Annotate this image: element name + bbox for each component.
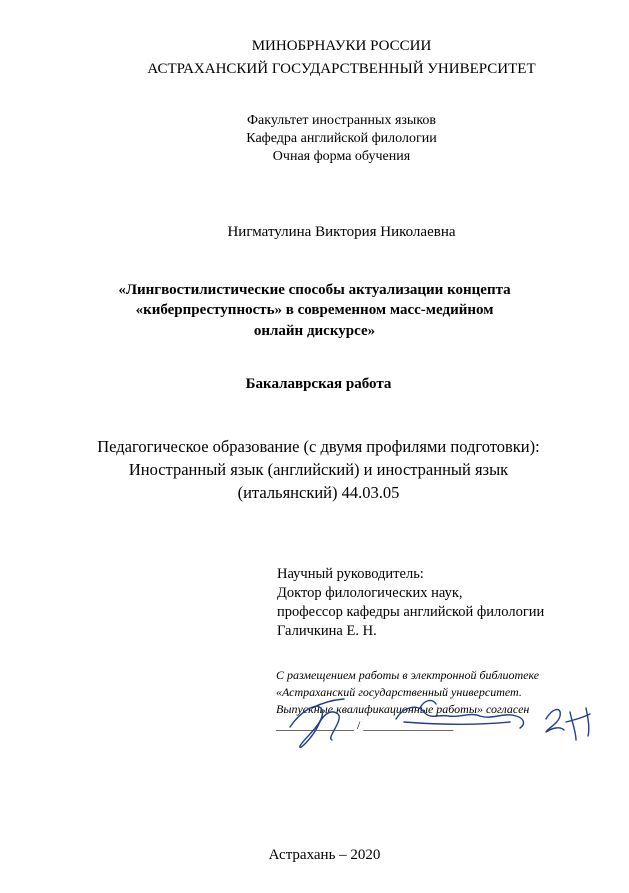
consent-line-2: «Астраханский государственный университет.: [276, 685, 522, 699]
department-name: Кафедра английской филологии: [246, 131, 437, 146]
thesis-title-line-2: «киберпреступность» в современном масс-медийном: [135, 302, 494, 318]
study-form: Очная форма обучения: [272, 149, 411, 164]
consent-line-1: С размещением работы в электронной библиотеке: [276, 668, 540, 682]
program-line-2: Иностранный язык (английский) и иностранный язык: [128, 460, 509, 479]
faculty-name: Факультет иностранных языков: [246, 113, 437, 128]
city-year: Астрахань – 2020: [268, 847, 381, 863]
university-name: АСТРАХАНСКИЙ ГОСУДАРСТВЕННЫЙ УНИВЕРСИТЕТ: [147, 61, 536, 77]
program-line-1: Педагогическое образование (с двумя профилями подготовки):: [97, 437, 540, 456]
thesis-title-line-1: «Лингвостилистические способы актуализации концепта: [118, 282, 511, 298]
supervisor-name: Галичкина Е. Н.: [277, 623, 377, 639]
supervisor-label: Научный руководитель:: [277, 566, 424, 582]
author-name: Нигматулина Виктория Николаевна: [227, 224, 456, 240]
ministry-name: МИНОБРНАУКИ РОССИИ: [251, 38, 432, 54]
work-type: Бакалаврская работа: [245, 376, 392, 392]
supervisor-position: профессор кафедры английской филологии: [277, 604, 545, 620]
signature-line: _____________ / _______________: [276, 718, 454, 732]
supervisor-degree: Доктор филологических наук,: [277, 585, 463, 601]
consent-line-3: Выпускные квалификационные работы» согласен: [276, 702, 530, 716]
program-line-3: (итальянский) 44.03.05: [237, 483, 400, 502]
thesis-title-line-3: онлайн дискурсе»: [253, 323, 376, 339]
